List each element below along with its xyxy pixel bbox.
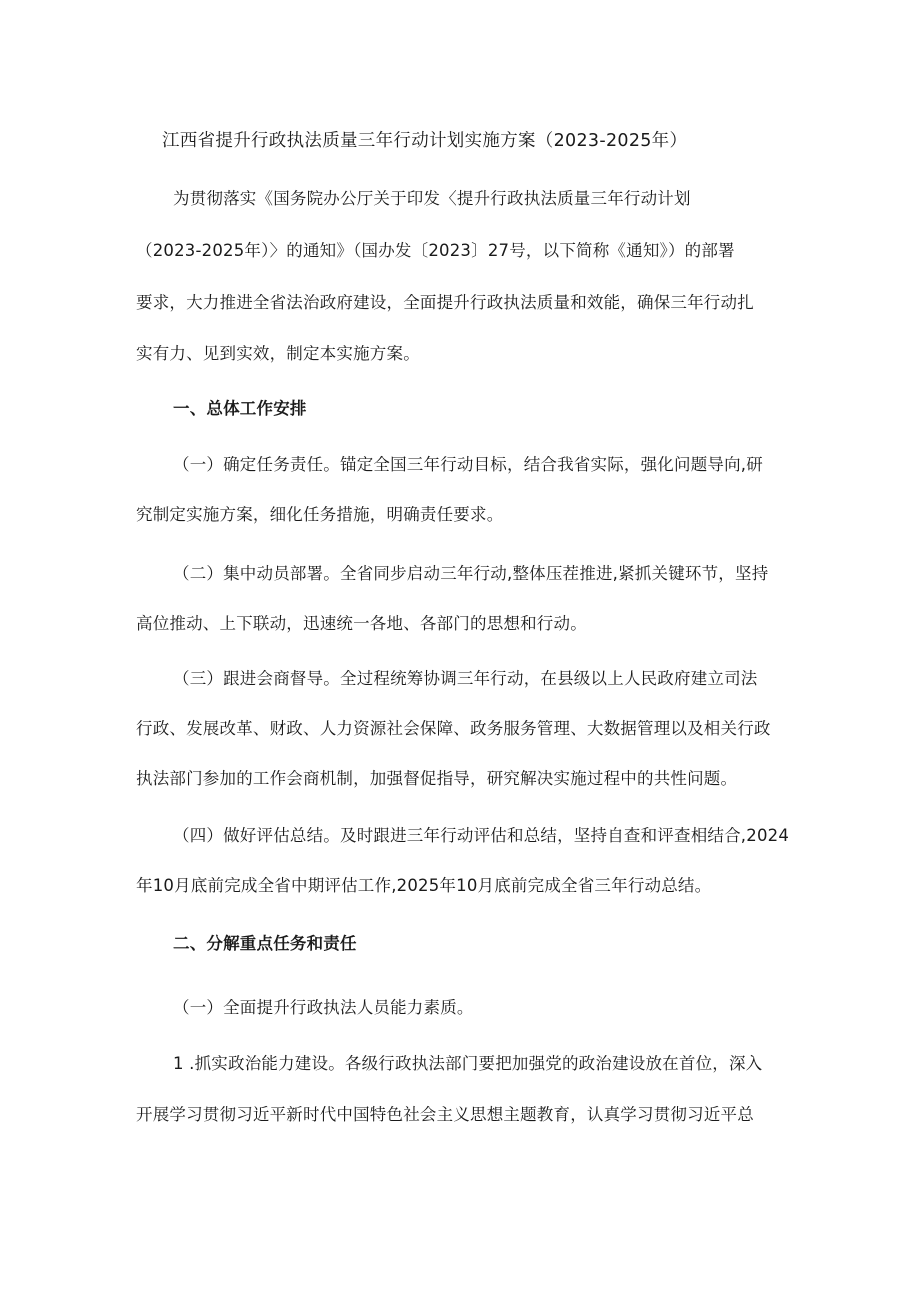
item4-line-2: 年10月底前完成全省中期评估工作,2025年10月底前完成全省三年行动总结。	[136, 876, 712, 895]
item1-line-1: （一）确定任务责任。锚定全国三年行动目标，结合我省实际，强化问题导向,研	[173, 455, 763, 474]
point1-line-1: 1 .抓实政治能力建设。各级行政执法部门要把加强党的政治建设放在首位，深入	[173, 1054, 763, 1073]
section-heading-1: 一、总体工作安排	[173, 399, 307, 418]
item3-line-2: 行政、发展改革、财政、人力资源社会保障、政务服务管理、大数据管理以及相关行政	[136, 719, 771, 738]
intro-line-1: 为贯彻落实《国务院办公厅关于印发〈提升行政执法质量三年行动计划	[173, 189, 691, 208]
item2-line-1: （二）集中动员部署。全省同步启动三年行动,整体压茬推进,紧抓关键环节，坚持	[173, 564, 769, 583]
intro-line-3: 要求，大力推进全省法治政府建设，全面提升行政执法质量和效能，确保三年行动扎	[136, 293, 754, 312]
item3-line-3: 执法部门参加的工作会商机制，加强督促指导，研究解决实施过程中的共性问题。	[136, 769, 738, 788]
item4-line-1: （四）做好评估总结。及时跟进三年行动评估和总结，坚持自查和评查相结合,2024	[173, 826, 790, 845]
intro-line-4: 实有力、见到实效，制定本实施方案。	[136, 344, 420, 363]
item3-line-1: （三）跟进会商督导。全过程统筹协调三年行动，在县级以上人民政府建立司法	[173, 669, 758, 688]
item1-line-2: 究制定实施方案，细化任务措施，明确责任要求。	[136, 505, 504, 524]
document-title: 江西省提升行政执法质量三年行动计划实施方案（2023-2025年）	[162, 131, 688, 151]
intro-line-2: （2023-2025年）〉的通知》（国办发〔2023〕27号，以下简称《通知》）的部署	[136, 241, 735, 260]
section-heading-2: 二、分解重点任务和责任	[173, 934, 357, 953]
item2-line-2: 高位推动、上下联动，迅速统一各地、各部门的思想和行动。	[136, 614, 587, 633]
point1-line-2: 开展学习贯彻习近平新时代中国特色社会主义思想主题教育，认真学习贯彻习近平总	[136, 1105, 754, 1124]
sub-heading-1: （一）全面提升行政执法人员能力素质。	[173, 998, 474, 1017]
